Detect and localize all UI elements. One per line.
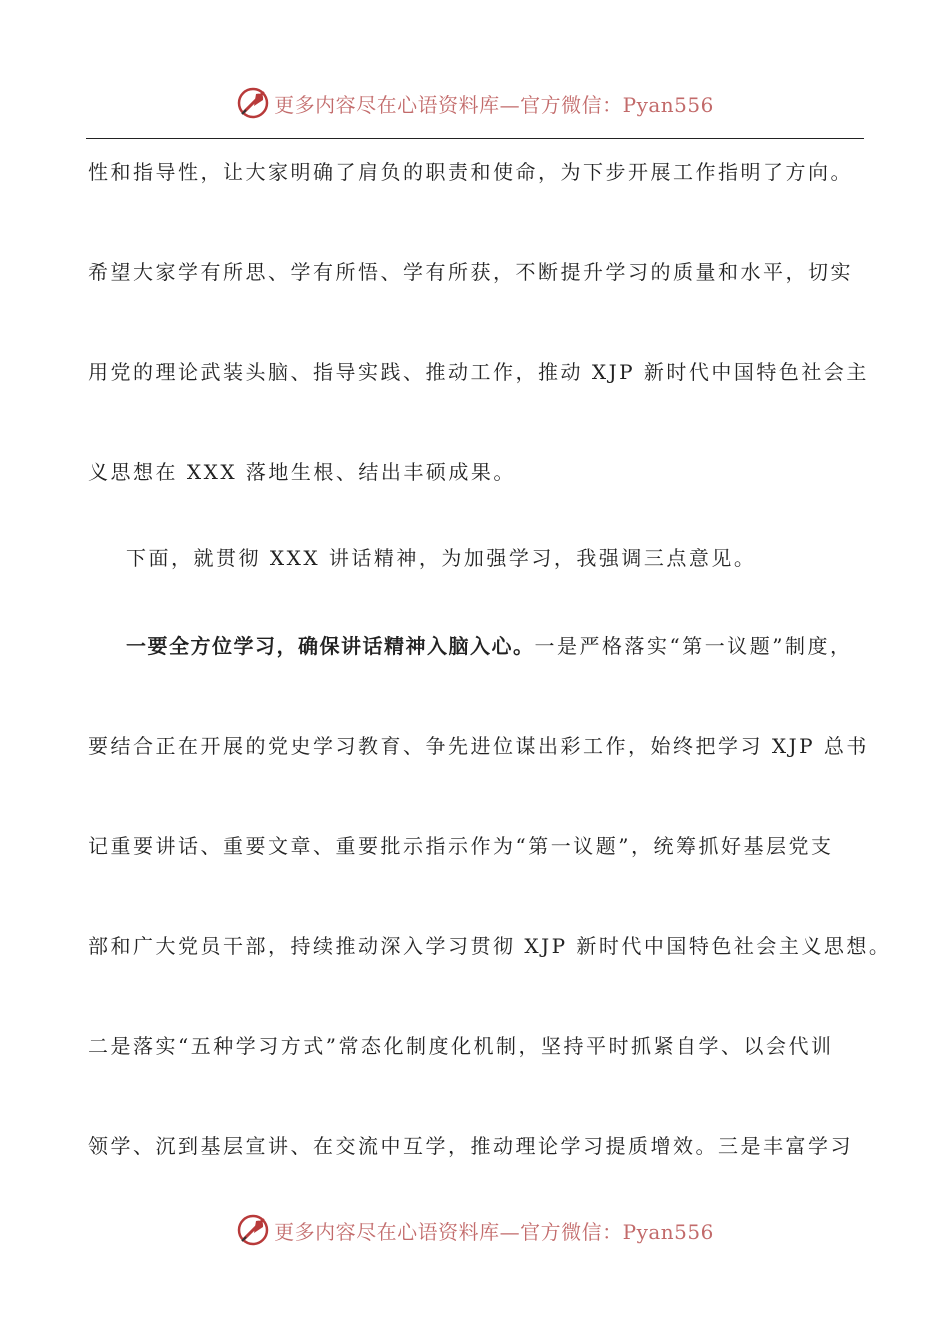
header-divider — [86, 138, 864, 139]
text-line: 下面，就贯彻 XXX 讲话精神，为加强学习，我强调三点意见。 — [126, 546, 757, 570]
text-line: 领学、沉到基层宣讲、在交流中互学，推动理论学习提质增效。三是丰富学习 — [88, 1134, 853, 1158]
text-line: 二是落实“五种学习方式”常态化制度化机制，坚持平时抓紧自学、以会代训 — [88, 1034, 834, 1058]
header-banner — [0, 83, 950, 123]
footer-banner-text: 更多内容尽在心语资料库—官方微信：Pyan556 — [274, 1219, 714, 1244]
text-line: 希望大家学有所思、学有所悟、学有所获，不断提升学习的质量和水平，切实 — [88, 260, 853, 284]
quill-logo-icon — [236, 1213, 270, 1247]
point-one-text: 一是严格落实“第一议题”制度， — [534, 634, 853, 658]
text-line: 要结合正在开展的党史学习教育、争先进位谋出彩工作，始终把学习 XJP 总书 — [88, 734, 869, 758]
text-line: 记重要讲话、重要文章、重要批示指示作为“第一议题”，统筹抓好基层党支 — [88, 834, 834, 858]
text-line: 用党的理论武装头脑、指导实践、推动工作，推动 XJP 新时代中国特色社会主 — [88, 360, 869, 384]
point-one-heading: 一要全方位学习，确保讲话精神入脑入心。 — [126, 634, 535, 658]
footer-banner — [0, 1210, 950, 1250]
quill-logo-icon — [236, 86, 270, 120]
paragraph-point-one — [126, 632, 868, 660]
header-banner-text: 更多内容尽在心语资料库—官方微信：Pyan556 — [274, 92, 714, 117]
text-line: 义思想在 XXX 落地生根、结出丰硕成果。 — [88, 460, 516, 484]
text-line: 部和广大党员干部，持续推动深入学习贯彻 XJP 新时代中国特色社会主义思想。 — [88, 934, 892, 958]
text-line: 性和指导性，让大家明确了肩负的职责和使命，为下步开展工作指明了方向。 — [88, 160, 853, 184]
